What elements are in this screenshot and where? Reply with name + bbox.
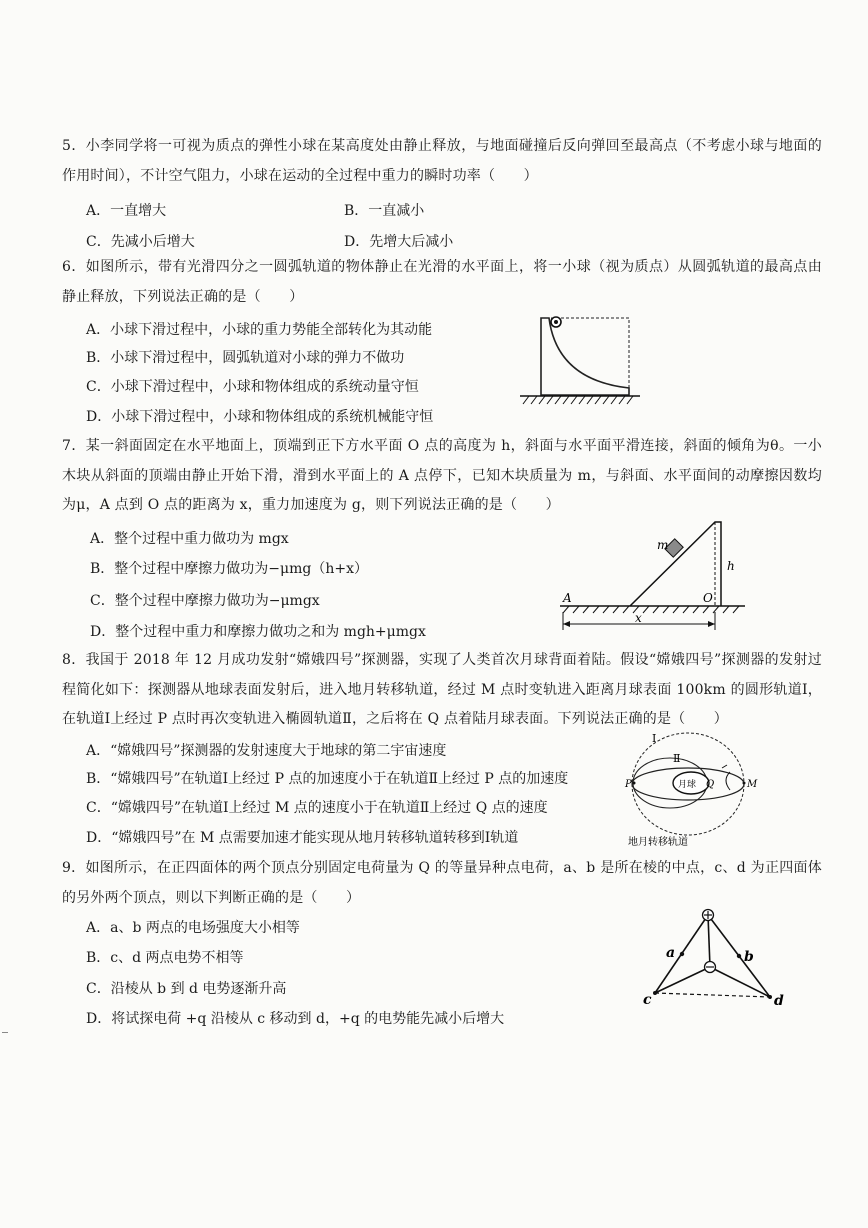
q8-option-a: A．“嫦娥四号”探测器的发射速度大于地球的第二宇宙速度 [86,743,447,759]
q8-label-moon: 月球 [678,780,697,790]
q5-option-b: B．一直减小 [344,203,425,219]
q8-label-orbit-II: Ⅱ [673,752,681,765]
q7-option-a: A．整个过程中重力做功为 mgx [90,531,289,547]
q6-option-d: D．小球下滑过程中，小球和物体组成的系统机械能守恒 [86,409,434,425]
q5-option-d: D．先增大后减小 [344,234,454,250]
q8-option-d: D．“嫦娥四号”在 M 点需要加速才能实现从地月转移轨道转移到Ⅰ轨道 [86,830,519,846]
q9-label-d: d [774,993,784,1009]
q7-incline-figure [555,512,750,637]
q7-label-A: A [563,591,572,605]
q6-option-b: B．小球下滑过程中，圆弧轨道对小球的弹力不做功 [86,350,405,366]
q8-option-c: C．“嫦娥四号”在轨道Ⅰ上经过 M 点的速度小于在轨道Ⅱ上经过 Q 点的速度 [86,800,548,816]
question-9-stem: 9．如图所示，在正四面体的两个顶点分别固定电荷量为 Q 的等量异种点电荷，a、b 是所在棱的中点，c、d 为正四面体的另外两个顶点，则以下判断正确的是（ ） [62,860,822,906]
q7-label-m: m [657,538,669,552]
q8-lunar-orbit-figure [620,728,760,853]
question-8-stem: 8．我国于 2018 年 12 月成功发射“嫦娥四号”探测器，实现了人类首次月球背面着陆。假设“嫦娥四号”探测器的发射过程简化如下：探测器从地球表面发射后，进入地月转移轨道，经过 M 点时变轨进入距离月球表面 100km 的圆形轨道Ⅰ，在轨道Ⅰ上经过 P 点时再次变轨进入椭圆轨道Ⅱ，之后将在 Q 点着陆月球表面。下列说法正确的是（ ） [62,652,822,727]
q6-quarter-circle-track-figure [515,310,645,410]
q8-caption: 地月转移轨道 [628,837,688,848]
q9-option-c: C．沿棱从 b 到 d 电势逐渐升高 [86,981,287,997]
q9-label-b: b [744,949,754,965]
q7-label-h: h [727,559,735,573]
q9-option-a: A．a、b 两点的电场强度大小相等 [86,920,300,936]
q7-label-x: x [635,611,642,625]
question-7-stem: 7．某一斜面固定在水平地面上，顶端到正下方水平面 O 点的高度为 h，斜面与水平面平滑连接，斜面的倾角为θ。一小木块从斜面的顶端由静止开始下滑，滑到水平面上的 A 点停下，已知木块质量为 m，与斜面、水平面间的动摩擦因数均为μ，A 点到 O 点的距离为 x，重力加速度为 g，则下列说法正确的是（ ） [62,438,822,513]
q8-label-orbit-I: Ⅰ [652,732,657,745]
question-6-stem: 6．如图所示，带有光滑四分之一圆弧轨道的物体静止在光滑的水平面上，将一小球（视为质点）从圆弧轨道的最高点由静止释放，下列说法正确的是（ ） [62,259,822,305]
q9-label-a: a [666,945,676,961]
q7-option-d: D．整个过程中重力和摩擦力做功之和为 mgh+μmgx [90,624,426,640]
q6-option-a: A．小球下滑过程中，小球的重力势能全部转化为其动能 [86,322,433,338]
q5-option-a: A．一直增大 [86,203,167,219]
q9-option-d: D．将试探电荷 +q 沿棱从 c 移动到 d，+q 的电势能先减小后增大 [86,1011,505,1027]
q7-label-O: O [703,591,713,605]
q9-tetrahedron-figure [640,905,790,1010]
q9-option-b: B．c、d 两点电势不相等 [86,950,244,966]
q8-label-Q: Q [706,779,715,790]
q7-option-b: B．整个过程中摩擦力做功为−μmg（h+x） [90,561,368,577]
q8-label-M: M [747,779,758,790]
question-5-stem: 5．小李同学将一可视为质点的弹性小球在某高度处由静止释放，与地面碰撞后反向弹回至最高点（不考虑小球与地面的作用时间），不计空气阻力，小球在运动的全过程中重力的瞬时功率（ ） [62,138,822,184]
q6-option-c: C．小球下滑过程中，小球和物体组成的系统动量守恒 [86,379,419,395]
q8-option-b: B．“嫦娥四号”在轨道Ⅰ上经过 P 点的加速度小于在轨道Ⅱ上经过 P 点的加速度 [86,771,569,787]
q7-option-c: C．整个过程中摩擦力做功为−μmgx [90,593,320,609]
scan-margin-mark [2,1032,8,1033]
q5-option-c: C．先减小后增大 [86,234,195,250]
q8-label-P: P [625,779,632,790]
q9-label-c: c [643,992,652,1008]
